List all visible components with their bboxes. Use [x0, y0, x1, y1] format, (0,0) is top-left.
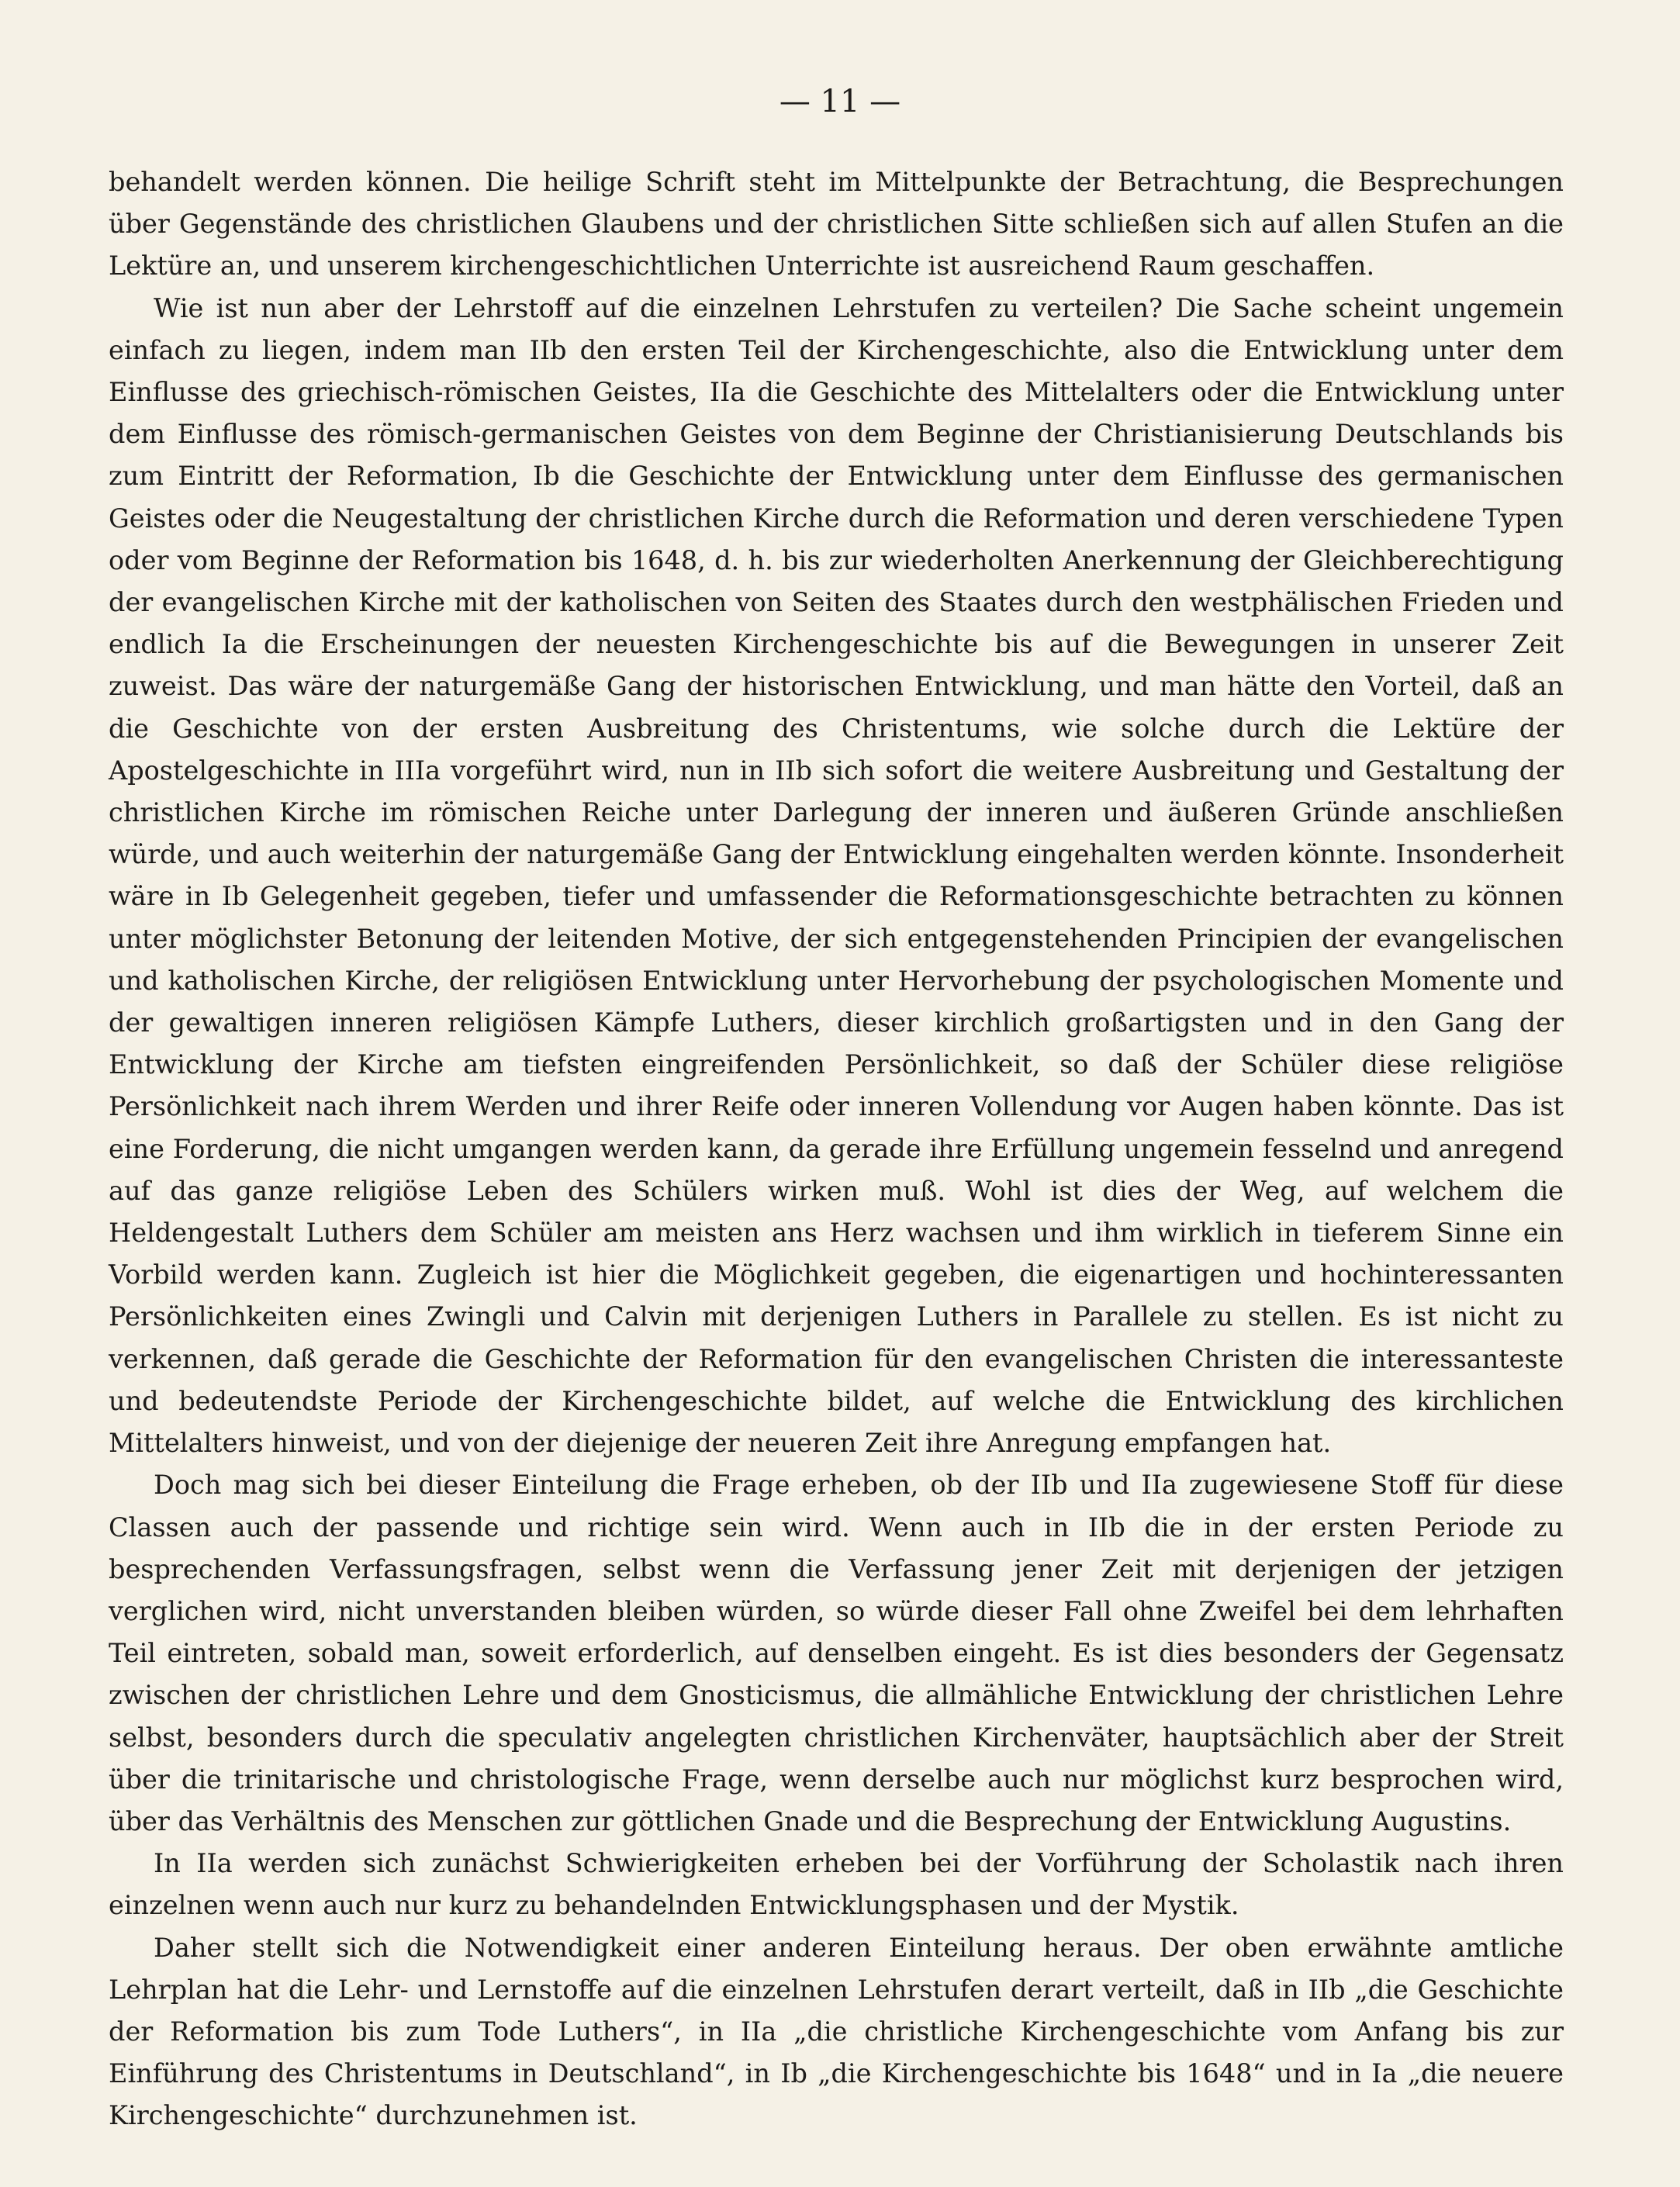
paragraph-5: Daher stellt sich die Notwendigkeit einer anderen Einteilung heraus. Der oben erwähnte amtliche Lehrplan hat die Lehr- und Lernstoffe auf die einzelnen Lehrstufen derart verteilt, daß in IIb „die Geschichte der Reformation bis zum Tode Luthers“, in IIa „die christliche Kirchengeschichte vom Anfang bis zur Einführung des Christentums in Deutschland“, in Ib „die Kirchengeschichte bis 1648“ und in Ia „die neuere Kirchengeschichte“ durchzunehmen ist. — [109, 1932, 1564, 2131]
paragraph-1: behandelt werden können. Die heilige Schrift steht im Mittelpunkte der Betrachtung, die Besprechungen über Gegenstände des christlichen Glaubens und der christlichen Sitte schließen sich auf allen Stufen an die Lektüre an, und unserem kirchengeschichtlichen Unterrichte ist ausreichend Raum geschaffen. — [109, 167, 1564, 282]
paragraph-2: Wie ist nun aber der Lehrstoff auf die einzelnen Lehrstufen zu verteilen? Die Sache scheint ungemein einfach zu liegen, indem man IIb den ersten Teil der Kirchengeschichte, also die Entwicklung unter dem Einflusse des griechisch-römischen Geistes, IIa die Geschichte des Mittelalters oder die Entwicklung unter dem Einflusse des römisch-germanischen Geistes von dem Beginne der Christianisierung Deutschlands bis zum Eintritt der Reformation, Ib die Geschichte der Entwicklung unter dem Einflusse des germanischen Geistes oder die Neugestaltung der christlichen Kirche durch die Reformation und deren verschiedene Typen oder vom Beginne der Reformation bis 1648, d. h. bis zur wiederholten Anerkennung der Gleichberechtigung der evangelischen Kirche mit der katholischen von Seiten des Staates durch den westphälischen Frieden und endlich Ia die Erscheinungen der neuesten Kirchengeschichte bis auf die Bewegungen in unserer Zeit zuweist. Das wäre der naturgemäße Gang der historischen Entwicklung, und man hätte den Vorteil, daß an die Geschichte von der ersten Ausbreitung des Christentums, wie solche durch die Lektüre der Apostelgeschichte in IIIa vorgeführt wird, nun in IIb sich sofort die weitere Ausbreitung und Gestaltung der christlichen Kirche im römischen Reiche unter Darlegung der inneren und äußeren Gründe anschließen würde, und auch weiterhin der naturgemäße Gang der Entwicklung eingehalten werden könnte. Insonderheit wäre in Ib Gelegenheit gegeben, tiefer und umfassender die Reformationsgeschichte betrachten zu können unter möglichster Betonung der leitenden Motive, der sich entgegenstehenden Principien der evangelischen und katholischen Kirche, der religiösen Entwicklung unter Hervorhebung der psychologischen Momente und der gewaltigen inneren religiösen Kämpfe Luthers, dieser kirchlich großartigsten und in den Gang der Entwicklung der Kirche am tiefsten eingreifenden Persönlichkeit, so daß der Schüler diese religiöse Persönlichkeit nach ihrem Werden und ihrer Reife oder inneren Vollendung vor Augen haben könnte. Das ist eine Forderung, die nicht umgangen werden kann, da gerade ihre Erfüllung ungemein fesselnd und anregend auf das ganze religiöse Leben des Schülers wirken muß. Wohl ist dies der Weg, auf welchem die Heldengestalt Luthers dem Schüler am meisten ans Herz wachsen und ihm wirklich in tieferem Sinne ein Vorbild werden kann. Zugleich ist hier die Möglichkeit gegeben, die eigenartigen und hochinteressanten Persönlichkeiten eines Zwingli und Calvin mit derjenigen Luthers in Parallele zu stellen. Es ist nicht zu verkennen, daß gerade die Geschichte der Reformation für den evangelischen Christen die interessanteste und bedeutendste Periode der Kirchengeschichte bildet, auf welche die Entwicklung des kirchlichen Mittelalters hinweist, und von der diejenige der neueren Zeit ihre Anregung empfangen hat. — [109, 292, 1564, 1459]
page-number: — 11 — — [779, 84, 901, 119]
paragraph-4: In IIa werden sich zunächst Schwierigkeiten erheben bei der Vorführung der Scholastik nach ihren einzelnen wenn auch nur kurz zu behandelnden Entwicklungsphasen und der Mystik. — [109, 1848, 1564, 1921]
body-text — [109, 161, 1564, 2137]
paragraph-3: Doch mag sich bei dieser Einteilung die Frage erheben, ob der IIb und IIa zugewiesene Stoff für diese Classen auch der passende und richtige sein wird. Wenn auch in IIb die in der ersten Periode zu besprechenden Verfassungsfragen, selbst wenn die Verfassung jener Zeit mit derjenigen der jetzigen verglichen wird, nicht unverstanden bleiben würden, so würde dieser Fall ohne Zweifel bei dem lehrhaften Teil eintreten, sobald man, soweit erforderlich, auf denselben eingeht. Es ist dies besonders der Gegensatz zwischen der christlichen Lehre und dem Gnosticismus, die allmähliche Entwicklung der christlichen Lehre selbst, besonders durch die speculativ angelegten christlichen Kirchenväter, hauptsächlich aber der Streit über die trinitarische und christologische Frage, wenn derselbe auch nur möglichst kurz besprochen wird, über das Verhältnis des Menschen zur göttlichen Gnade und die Besprechung der Entwicklung Augustins. — [109, 1470, 1564, 1836]
